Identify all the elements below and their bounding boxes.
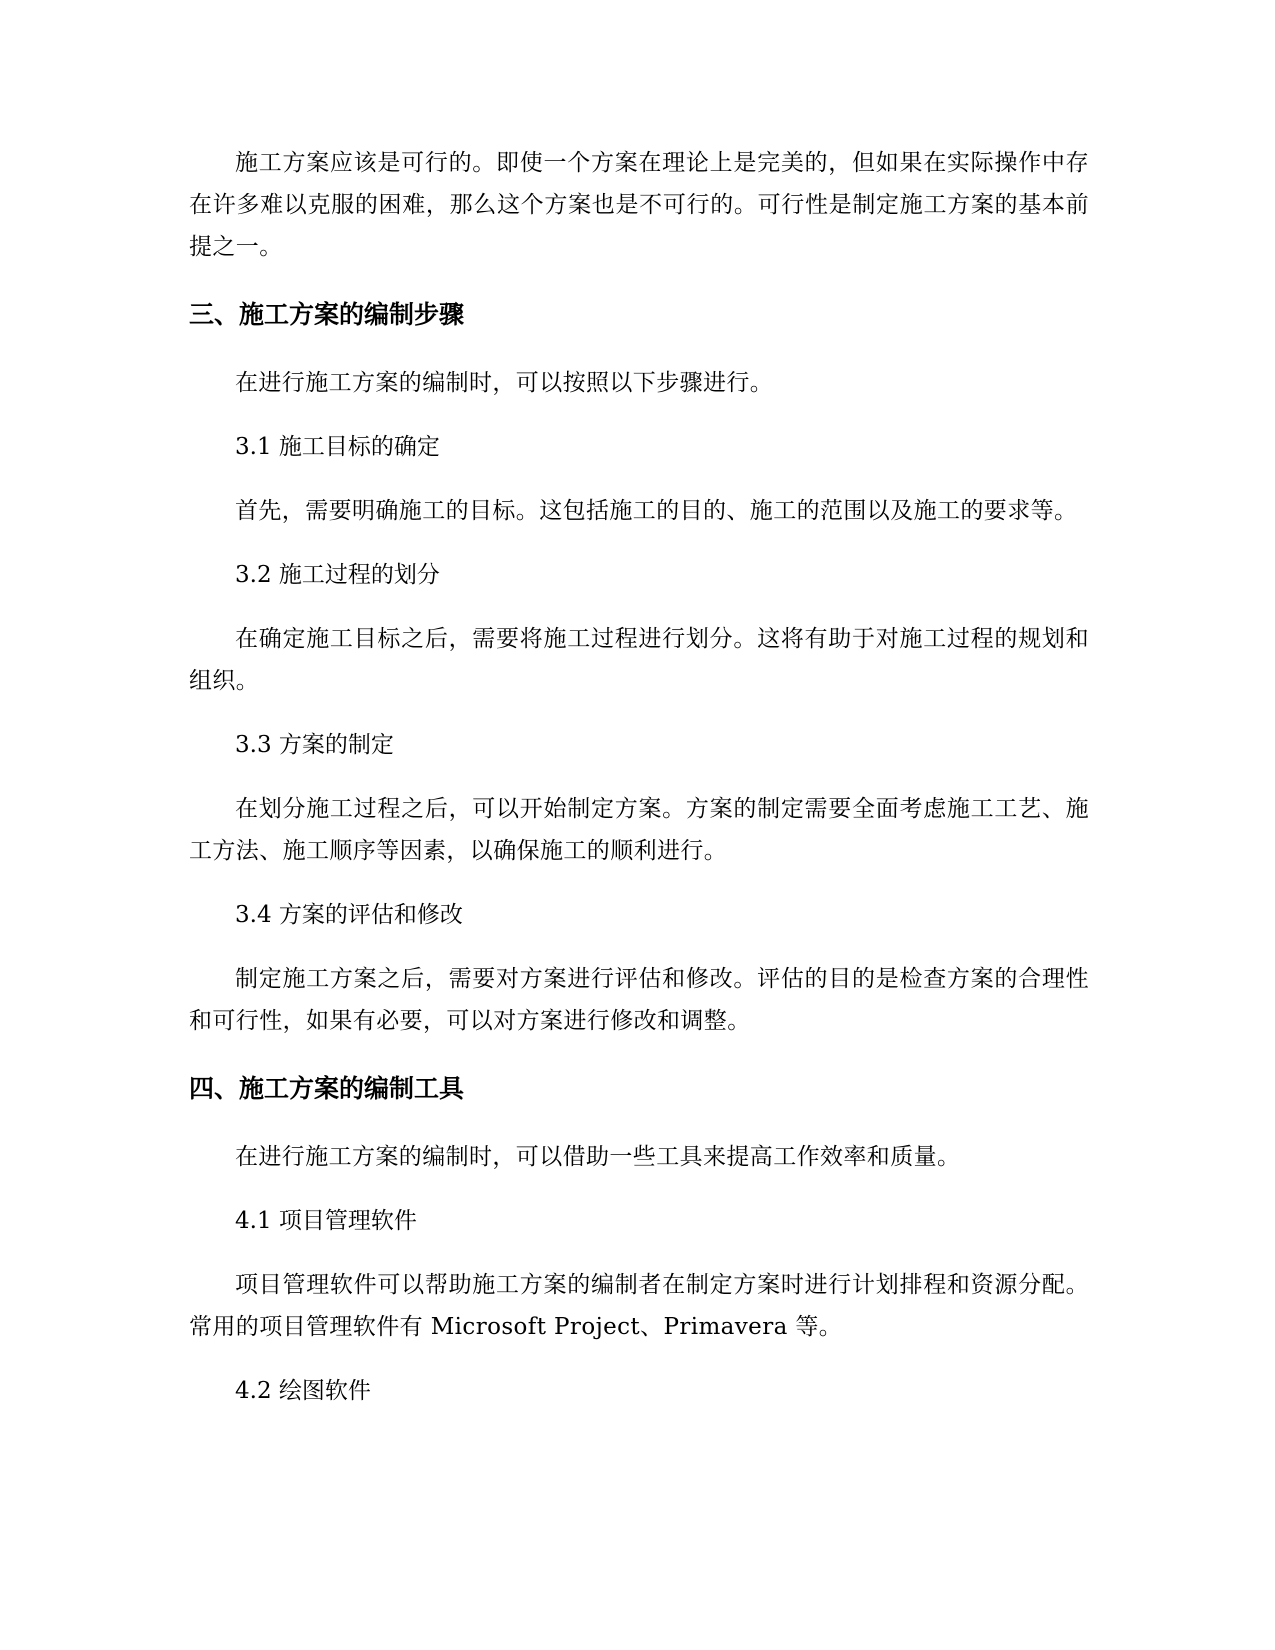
paragraph-4-1: 项目管理软件可以帮助施工方案的编制者在制定方案时进行计划排程和资源分配。常用的项目管理软件有 Microsoft Project、Primavera 等。 [189, 1272, 1089, 1340]
paragraph-tools-intro: 在进行施工方案的编制时，可以借助一些工具来提高工作效率和质量。 [235, 1144, 961, 1170]
subheading-4-2: 4.2 绘图软件 [235, 1378, 371, 1404]
subheading-3-4: 3.4 方案的评估和修改 [235, 902, 463, 928]
section-heading-3: 三、施工方案的编制步骤 [189, 300, 465, 329]
subheading-3-2: 3.2 施工过程的划分 [235, 562, 440, 588]
paragraph-3-1: 首先，需要明确施工的目标。这包括施工的目的、施工的范围以及施工的要求等。 [235, 498, 1078, 524]
paragraph-3-3: 在划分施工过程之后，可以开始制定方案。方案的制定需要全面考虑施工工艺、施工方法、施工顺序等因素，以确保施工的顺利进行。 [189, 796, 1089, 864]
section-heading-4: 四、施工方案的编制工具 [189, 1074, 465, 1103]
document-body [189, 142, 1089, 1412]
subheading-3-1: 3.1 施工目标的确定 [235, 434, 440, 460]
paragraph-steps-intro: 在进行施工方案的编制时，可以按照以下步骤进行。 [235, 370, 774, 396]
paragraph-3-2: 在确定施工目标之后，需要将施工过程进行划分。这将有助于对施工过程的规划和组织。 [189, 626, 1089, 694]
subheading-4-1: 4.1 项目管理软件 [235, 1208, 417, 1234]
subheading-3-3: 3.3 方案的制定 [235, 732, 394, 758]
paragraph-feasibility: 施工方案应该是可行的。即使一个方案在理论上是完美的，但如果在实际操作中存在许多难以克服的困难，那么这个方案也是不可行的。可行性是制定施工方案的基本前提之一。 [189, 150, 1089, 260]
paragraph-3-4: 制定施工方案之后，需要对方案进行评估和修改。评估的目的是检查方案的合理性和可行性，如果有必要，可以对方案进行修改和调整。 [189, 966, 1089, 1034]
